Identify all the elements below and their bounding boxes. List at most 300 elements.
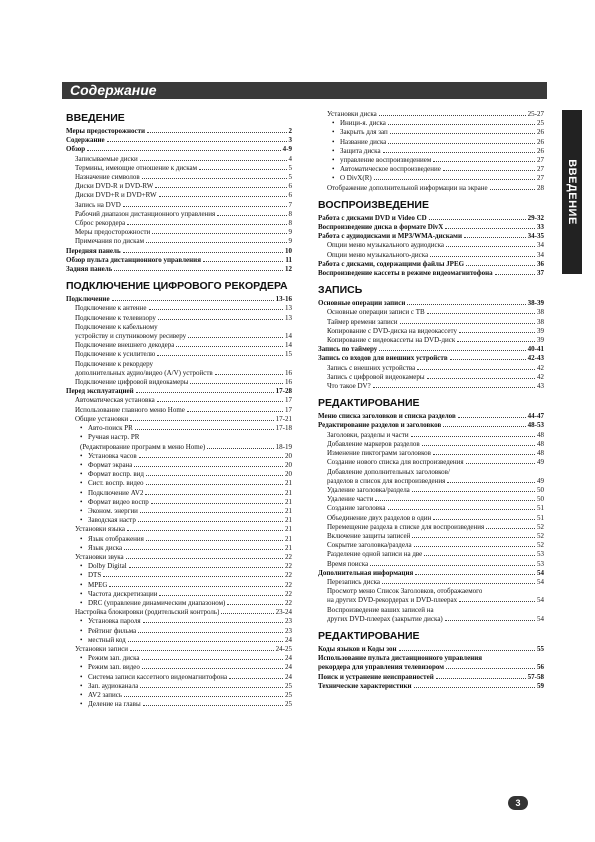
dot-leader [411, 436, 535, 437]
toc-entry[interactable] [66, 247, 292, 256]
toc-page-number: 21 [285, 488, 292, 497]
toc-page-number: 27 [537, 165, 544, 174]
toc-entry-text: Коды языков и Коды зон [318, 644, 397, 653]
dot-leader [399, 650, 535, 651]
toc-entry[interactable] [66, 608, 292, 617]
toc-entry-text: Меры предосторожности [66, 127, 146, 135]
dot-leader [159, 595, 283, 596]
toc-entry[interactable] [66, 155, 292, 164]
toc-entry-text: Сброс рекордера [75, 219, 126, 228]
toc-entry[interactable] [66, 341, 292, 350]
toc-entry[interactable] [66, 396, 292, 405]
toc-entry-text: Таймер времени записи [327, 317, 398, 326]
toc-entry[interactable] [318, 449, 544, 458]
dot-leader [388, 124, 535, 125]
dot-leader [109, 586, 283, 587]
toc-entry[interactable] [66, 663, 292, 672]
toc-page-number: 17-28 [275, 387, 292, 396]
toc-entry-text: DRC (управление динамическим диапазоном) [88, 598, 226, 607]
toc-entry[interactable] [66, 136, 292, 145]
toc-entry[interactable] [66, 617, 292, 626]
toc-entry[interactable] [66, 525, 292, 534]
page-title: Содержание [62, 82, 547, 99]
toc-entry-text: Создание заголовка [327, 504, 386, 513]
toc-page-number: 34-35 [527, 232, 544, 241]
toc-entry-text: Настройка блокировки (родительский контроль) [75, 608, 220, 617]
toc-entry[interactable] [66, 700, 292, 709]
toc-entry-text: Подключение к усилителю [75, 350, 156, 359]
toc-entry-text: Установки диска [327, 110, 377, 118]
toc-entry-text: Записываемые диски [75, 154, 138, 163]
bullet-icon: • [80, 424, 83, 433]
toc-page-number: 52 [537, 522, 544, 531]
toc-entry[interactable] [318, 486, 544, 495]
toc-entry[interactable] [318, 184, 544, 193]
toc-page-number: 29-32 [527, 213, 544, 222]
toc-entry[interactable] [66, 323, 292, 332]
toc-entry[interactable] [318, 421, 544, 430]
toc-page-number: 39 [537, 336, 544, 345]
toc-entry[interactable] [318, 138, 544, 147]
toc-entry[interactable] [318, 336, 544, 345]
toc-entry-text: Установки языка [75, 525, 126, 534]
dot-leader [128, 641, 283, 642]
toc-entry-text: Язык диска [88, 543, 123, 552]
toc-page-number: 27 [537, 174, 544, 183]
toc-entry[interactable] [318, 251, 544, 260]
toc-entry[interactable] [66, 581, 292, 590]
toc-entry[interactable] [66, 516, 292, 525]
bullet-icon: • [80, 460, 83, 469]
toc-entry[interactable] [66, 360, 292, 369]
toc-entry[interactable] [318, 541, 544, 550]
toc-entry[interactable] [66, 182, 292, 191]
toc-entry[interactable] [318, 682, 544, 691]
toc-page-number: 24-25 [275, 644, 292, 653]
bullet-icon: • [332, 146, 335, 155]
dot-leader [176, 346, 283, 347]
toc-page-number: 22 [285, 552, 292, 561]
toc-entry[interactable] [66, 590, 292, 599]
toc-entry-text: Иници-я. диска [340, 119, 386, 128]
toc-page-number: 42 [537, 363, 544, 372]
toc-entry[interactable] [66, 314, 292, 323]
toc-entry-text: Запись на DVD [75, 200, 121, 209]
toc-entry[interactable] [318, 468, 544, 477]
dot-leader [415, 574, 535, 575]
toc-page-number: 51 [537, 513, 544, 522]
toc-entry[interactable] [66, 295, 292, 304]
toc-entry-text: О DivX(R) [340, 174, 372, 183]
toc-entry-text: Перезапись диска [327, 577, 380, 586]
toc-page-number: 16 [285, 378, 292, 387]
dot-leader [466, 265, 535, 266]
bullet-icon: • [80, 479, 83, 488]
toc-page-number: 39 [537, 326, 544, 335]
toc-page-number: 59 [537, 681, 544, 690]
toc-entry-text: Автоматическое воспроизведение [340, 165, 441, 174]
toc-entry[interactable] [318, 615, 544, 624]
toc-entry-text: Диски DVD+R и DVD+RW [75, 191, 157, 200]
toc-entry-text: Система записи кассетного видеомагнитофона [88, 672, 228, 681]
toc-entry[interactable] [66, 173, 292, 182]
toc-entry[interactable] [318, 477, 544, 486]
toc-page-number: 5 [288, 163, 292, 172]
toc-entry-text: Удаление части [327, 495, 374, 504]
dot-leader [199, 169, 286, 170]
dot-leader [157, 401, 283, 402]
toc-entry-text: Меню списка заголовков и списка разделов [318, 412, 456, 421]
toc-entry[interactable] [318, 345, 544, 354]
toc-entry[interactable] [66, 369, 292, 378]
toc-entry[interactable] [318, 128, 544, 137]
toc-entry[interactable] [66, 654, 292, 663]
toc-entry-text: Содержание [66, 136, 105, 145]
toc-page-number: 48 [537, 439, 544, 448]
bullet-icon: • [80, 635, 83, 644]
dot-leader [130, 420, 273, 421]
toc-entry-text: Формат экрана [88, 460, 133, 469]
toc-entry[interactable] [318, 569, 544, 578]
toc-entry-text: Копирование с видеокассеты на DVD-диск [327, 336, 456, 345]
dot-leader [388, 143, 535, 144]
dot-leader [422, 445, 535, 446]
toc-left-column [66, 110, 292, 715]
dot-leader [390, 133, 535, 134]
toc-entry-text: Установки записи [75, 644, 129, 653]
bullet-icon: • [332, 137, 335, 146]
toc-entry[interactable] [66, 210, 292, 219]
dot-leader [459, 601, 535, 602]
toc-entry[interactable] [318, 110, 544, 119]
toc-page-number: 42 [537, 372, 544, 381]
toc-page-number: 14 [285, 341, 292, 350]
toc-entry[interactable] [318, 440, 544, 449]
toc-page-number: 17 [285, 405, 292, 414]
bullet-icon: • [80, 700, 83, 709]
toc-entry[interactable] [318, 373, 544, 382]
toc-entry[interactable] [318, 654, 544, 663]
toc-entry-text: Запись со входов для внешних устройств [318, 354, 448, 363]
toc-page-number: 40-41 [527, 345, 544, 354]
toc-entry-text: Опции меню музыкального-диска [327, 250, 429, 259]
toc-entry-text: Эконом. энергии [88, 506, 138, 515]
toc-entry[interactable] [318, 354, 544, 363]
toc-entry-text: AV2 запись [88, 690, 123, 699]
toc-page-number: 53 [537, 550, 544, 559]
dot-leader [143, 705, 283, 706]
toc-entry-text: Подключение к антенне [75, 304, 147, 313]
toc-entry-text: управление воспроизведением [340, 156, 432, 165]
bullet-icon: • [80, 451, 83, 460]
toc-entry-text: Работа с дисками, содержащими файлы JPEG [318, 259, 465, 268]
toc-entry[interactable] [318, 495, 544, 504]
dot-leader [140, 160, 287, 161]
dot-leader [436, 678, 526, 679]
dot-leader [433, 454, 535, 455]
toc-entry[interactable] [66, 553, 292, 562]
toc-entry-text: DTS [88, 571, 102, 580]
dot-leader [379, 350, 525, 351]
toc-entry[interactable] [318, 364, 544, 373]
toc-entry[interactable] [66, 201, 292, 210]
toc-entry-text: Запись с внешних устройства [327, 363, 416, 372]
toc-entry[interactable] [66, 507, 292, 516]
dot-leader [373, 387, 535, 388]
toc-entry[interactable] [318, 458, 544, 467]
bullet-icon: • [80, 663, 83, 672]
toc-entry[interactable] [318, 412, 544, 421]
toc-entry[interactable] [66, 673, 292, 682]
dot-leader [103, 576, 283, 577]
toc-page-number: 52 [537, 541, 544, 550]
dot-leader [388, 509, 535, 510]
toc-page-number: 53 [537, 559, 544, 568]
toc-entry[interactable] [318, 504, 544, 513]
toc-entry[interactable] [66, 682, 292, 691]
dot-leader [158, 319, 283, 320]
toc-entry[interactable] [66, 415, 292, 424]
toc-page-number: 9 [288, 228, 292, 237]
dot-leader [143, 622, 283, 623]
toc-entry[interactable] [318, 587, 544, 596]
bullet-icon: • [80, 534, 83, 543]
toc-entry-text: Закрыть для зап [340, 128, 388, 137]
toc-entry[interactable] [66, 332, 292, 341]
toc-entry[interactable] [66, 164, 292, 173]
bullet-icon: • [80, 433, 83, 442]
toc-entry[interactable] [318, 147, 544, 156]
toc-page-number: 6 [288, 182, 292, 191]
toc-entry-text: Деление на главы [88, 700, 141, 709]
toc-entry-text: Технические характеристики [318, 681, 412, 690]
dot-leader [414, 687, 535, 688]
toc-entry[interactable] [318, 174, 544, 183]
toc-entry[interactable] [318, 606, 544, 615]
bullet-icon: • [80, 488, 83, 497]
toc-entry[interactable] [318, 269, 544, 278]
toc-entry-text: Примечания по дискам [75, 237, 144, 246]
dot-leader [450, 359, 526, 360]
toc-entry[interactable] [66, 562, 292, 571]
dot-leader [129, 567, 283, 568]
toc-entry-text: Добавление маркеров разделов [327, 439, 420, 448]
toc-entry[interactable] [66, 571, 292, 580]
toc-entry[interactable] [66, 304, 292, 313]
dot-leader [151, 503, 283, 504]
toc-entry[interactable] [318, 523, 544, 532]
toc-entry[interactable] [66, 424, 292, 433]
toc-entry[interactable] [318, 119, 544, 128]
bullet-icon: • [80, 470, 83, 479]
toc-page-number: 38-39 [527, 299, 544, 308]
toc-entry[interactable] [318, 214, 544, 223]
toc-entry[interactable] [318, 514, 544, 523]
toc-entry[interactable] [318, 560, 544, 569]
toc-page-number: 10 [285, 246, 292, 255]
dot-leader [375, 500, 535, 501]
bullet-icon: • [80, 617, 83, 626]
toc-entry-text: Сокрытие заголовка/раздела [327, 541, 412, 550]
toc-entry[interactable] [66, 406, 292, 415]
section-side-tab [562, 110, 582, 274]
dot-leader [412, 537, 535, 538]
toc-entry-text: Просмотр меню Список Заголовков, отображаемого [327, 587, 483, 596]
toc-entry[interactable] [66, 256, 292, 265]
toc-page-number: 36 [537, 259, 544, 268]
toc-entry-text: Dolby Digital [88, 562, 127, 571]
toc-entry[interactable] [318, 327, 544, 336]
toc-entry[interactable] [318, 318, 544, 327]
dot-leader [414, 546, 535, 547]
dot-leader [459, 332, 535, 333]
dot-leader [490, 189, 535, 190]
toc-entry-text: Работа с дисками DVD и Video CD [318, 213, 427, 222]
toc-entry-text: Подключение внешнего декодера [75, 341, 175, 350]
toc-entry-text: Установки звука [75, 552, 124, 561]
toc-entry-text: Что такое DV? [327, 382, 371, 391]
toc-entry[interactable] [66, 265, 292, 274]
toc-entry[interactable] [318, 165, 544, 174]
toc-entry[interactable] [318, 532, 544, 541]
toc-entry[interactable] [318, 431, 544, 440]
toc-entry[interactable] [318, 673, 544, 682]
toc-entry[interactable] [66, 544, 292, 553]
toc-entry[interactable] [66, 691, 292, 700]
dot-leader [370, 565, 535, 566]
toc-entry[interactable] [318, 308, 544, 317]
toc-entry[interactable] [318, 550, 544, 559]
bullet-icon: • [80, 626, 83, 635]
toc-entry[interactable] [66, 127, 292, 136]
toc-entry[interactable] [66, 433, 292, 442]
toc-entry[interactable] [66, 191, 292, 200]
toc-entry[interactable] [66, 470, 292, 479]
bullet-icon: • [80, 681, 83, 690]
toc-page-number: 28 [537, 183, 544, 192]
toc-entry-text: устройству и спутниковому ресиверу [75, 332, 187, 341]
dot-leader [142, 178, 287, 179]
toc-entry[interactable] [318, 382, 544, 391]
toc-entry[interactable] [66, 387, 292, 396]
toc-entry-text: Авто-поиск PR [88, 424, 133, 433]
toc-entry[interactable] [318, 241, 544, 250]
toc-page-number: 24 [285, 663, 292, 672]
dot-leader [145, 494, 283, 495]
dot-leader [142, 659, 283, 660]
toc-entry[interactable] [66, 627, 292, 636]
toc-entry[interactable] [66, 350, 292, 359]
toc-entry[interactable] [318, 645, 544, 654]
bullet-icon: • [80, 543, 83, 552]
toc-entry[interactable] [318, 156, 544, 165]
dot-leader [407, 304, 525, 305]
toc-page-number: 52 [537, 531, 544, 540]
toc-entry[interactable] [66, 479, 292, 488]
toc-entry[interactable] [318, 232, 544, 241]
toc-entry-text: Формат видео воспр [88, 497, 149, 506]
toc-page-number: 13 [285, 313, 292, 322]
toc-entry[interactable] [66, 599, 292, 608]
toc-entry[interactable] [66, 452, 292, 461]
toc-entry[interactable] [66, 145, 292, 154]
toc-page-number: 54 [537, 614, 544, 623]
toc-entry[interactable] [66, 378, 292, 387]
toc-entry-text: Термины, имеющие отношение к дискам [75, 163, 198, 172]
toc-page-number: 25 [285, 690, 292, 699]
toc-page-number: 20 [285, 460, 292, 469]
toc-entry[interactable] [66, 219, 292, 228]
dot-leader [374, 179, 535, 180]
toc-entry[interactable] [66, 237, 292, 246]
toc-entry-text: разделов в список для воспроизведения [327, 476, 446, 485]
toc-entry[interactable] [66, 489, 292, 498]
dot-leader [140, 512, 283, 513]
toc-entry[interactable] [66, 535, 292, 544]
toc-entry-text: Дополнительная информация [318, 568, 414, 577]
toc-entry-text: Подключение AV2 [88, 488, 144, 497]
toc-entry[interactable] [66, 461, 292, 470]
toc-entry[interactable] [318, 578, 544, 587]
toc-section [318, 199, 544, 278]
toc-entry[interactable] [318, 299, 544, 308]
dot-leader [445, 620, 535, 621]
section-heading: ЗАПИСЬ [318, 284, 363, 297]
dot-leader [134, 466, 283, 467]
toc-page-number: 20 [285, 470, 292, 479]
toc-entry[interactable] [318, 663, 544, 672]
toc-entry-text: Назначение символов [75, 173, 140, 182]
toc-entry-text: Подключение к рекордеру [75, 359, 154, 368]
dot-leader [146, 475, 283, 476]
toc-page-number: 12 [285, 265, 292, 274]
toc-entry[interactable] [66, 443, 292, 452]
toc-entry[interactable] [66, 645, 292, 654]
dot-leader [227, 604, 283, 605]
toc-entry-text: Подключение цифровой видеокамеры [75, 378, 189, 387]
toc-section [318, 110, 544, 193]
toc-page-number: 17 [285, 396, 292, 405]
toc-entry[interactable] [318, 260, 544, 269]
toc-entry[interactable] [66, 228, 292, 237]
toc-page-number: 13 [285, 304, 292, 313]
toc-entry[interactable] [66, 636, 292, 645]
dot-leader [427, 313, 535, 314]
toc-entry-text: Основные операции записи с ТВ [327, 308, 425, 317]
toc-entry[interactable] [318, 223, 544, 232]
dot-leader [424, 555, 535, 556]
dot-leader [123, 206, 287, 207]
toc-entry-text: Диски DVD-R и DVD-RW [75, 182, 154, 191]
toc-entry[interactable] [318, 596, 544, 605]
toc-entry-text: Удаление заголовка/раздела [327, 485, 410, 494]
dot-leader [126, 558, 283, 559]
dot-leader [135, 429, 274, 430]
toc-page-number: 21 [285, 497, 292, 506]
dot-leader [429, 219, 526, 220]
dot-leader [400, 323, 535, 324]
dot-leader [383, 152, 535, 153]
toc-page-number: 26 [537, 137, 544, 146]
dot-leader [190, 383, 283, 384]
toc-entry-text: Частота дискретизации [88, 589, 158, 598]
dot-leader [107, 141, 287, 142]
toc-page-number: 51 [537, 504, 544, 513]
dot-leader [221, 613, 273, 614]
toc-entry[interactable] [66, 498, 292, 507]
toc-page-number: 9 [288, 237, 292, 246]
toc-entry-text: Воспроизведение кассеты в режиме видеомагнитофона [318, 269, 493, 278]
